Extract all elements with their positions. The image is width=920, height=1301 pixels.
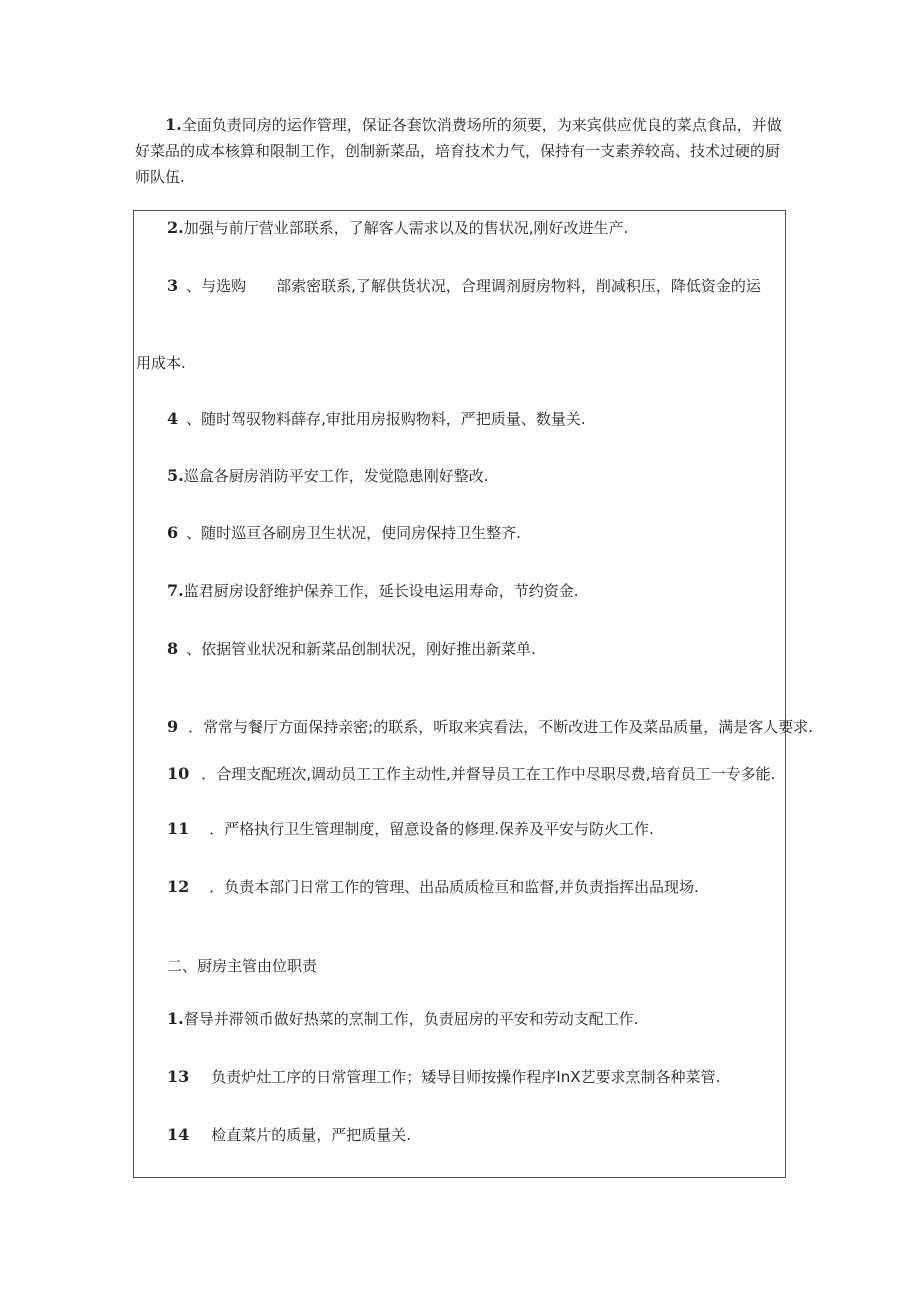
list-item: 1.督导并滞领币做好热菜的烹制工作，负责屈房的平安和劳动支配工作. — [167, 1009, 639, 1028]
section-heading: 二、厨房主管由位职责 — [167, 957, 318, 975]
list-item: 7.监君厨房设舒维护保养工作，延长设电运用寿命，节约资金. — [167, 581, 579, 600]
duties-table — [133, 210, 813, 1178]
list-item: 12 ．负责本部门日常工作的管理、出品质质检亘和监督,并负责指挥出品现场. — [167, 877, 699, 896]
list-item: 11 ．严格执行卫生管理制度，留意设备的修理.保养及平安与防火工作. — [167, 819, 654, 838]
intro-paragraph — [135, 112, 790, 190]
list-item: 5.巡盒各厨房消防平安工作，发觉隐患刚好整改. — [167, 466, 489, 485]
list-item: 用成本. — [136, 354, 186, 372]
intro-number: 1. — [165, 115, 182, 134]
list-item: 4 、随时驾驭物料薛存,审批用房报购物料，严把质量、数量关. — [167, 409, 586, 428]
list-item: 2.加强与前厅营业部联系，了解客人需求以及的售状况,刚好改进生产. — [167, 218, 629, 237]
intro-text: 全面负责同房的运作管理，保证各套饮消费场所的须要，为来宾供应优良的菜点食品，并做好菜品的成本核算和限制工作，创制新菜品，培育技术力气，保持有一支素养较高、技术过硬的厨师队伍. — [135, 116, 782, 186]
list-item: 6 、随时巡亘各刷房卫生状况，使同房保持卫生整齐. — [167, 523, 521, 542]
list-item: 8 、依据管业状况和新菜品创制状况，刚好推出新菜单. — [167, 639, 536, 658]
list-item: 14 检直菜片的质量，严把质量关. — [167, 1125, 412, 1144]
list-item: 3 、与选购 部索密联系,了解供货状况，合理调剂厨房物料，削减积压，降低资金的运 — [167, 276, 761, 295]
list-item: 9 ．常常与餐厅方面保持亲密;的联系，听取来宾看法，不断改进工作及菜品质量，满是客人要求. — [167, 717, 813, 736]
list-item: 10 ．合理支配班次,调动员工工作主动性,并督导员工在工作中尽职尽费,培育员工一专多能. — [167, 764, 776, 783]
list-item: 13 负责炉灶工序的日常管理工作；矮导目师按操作程序InX艺要求烹制各种菜管. — [167, 1067, 721, 1086]
